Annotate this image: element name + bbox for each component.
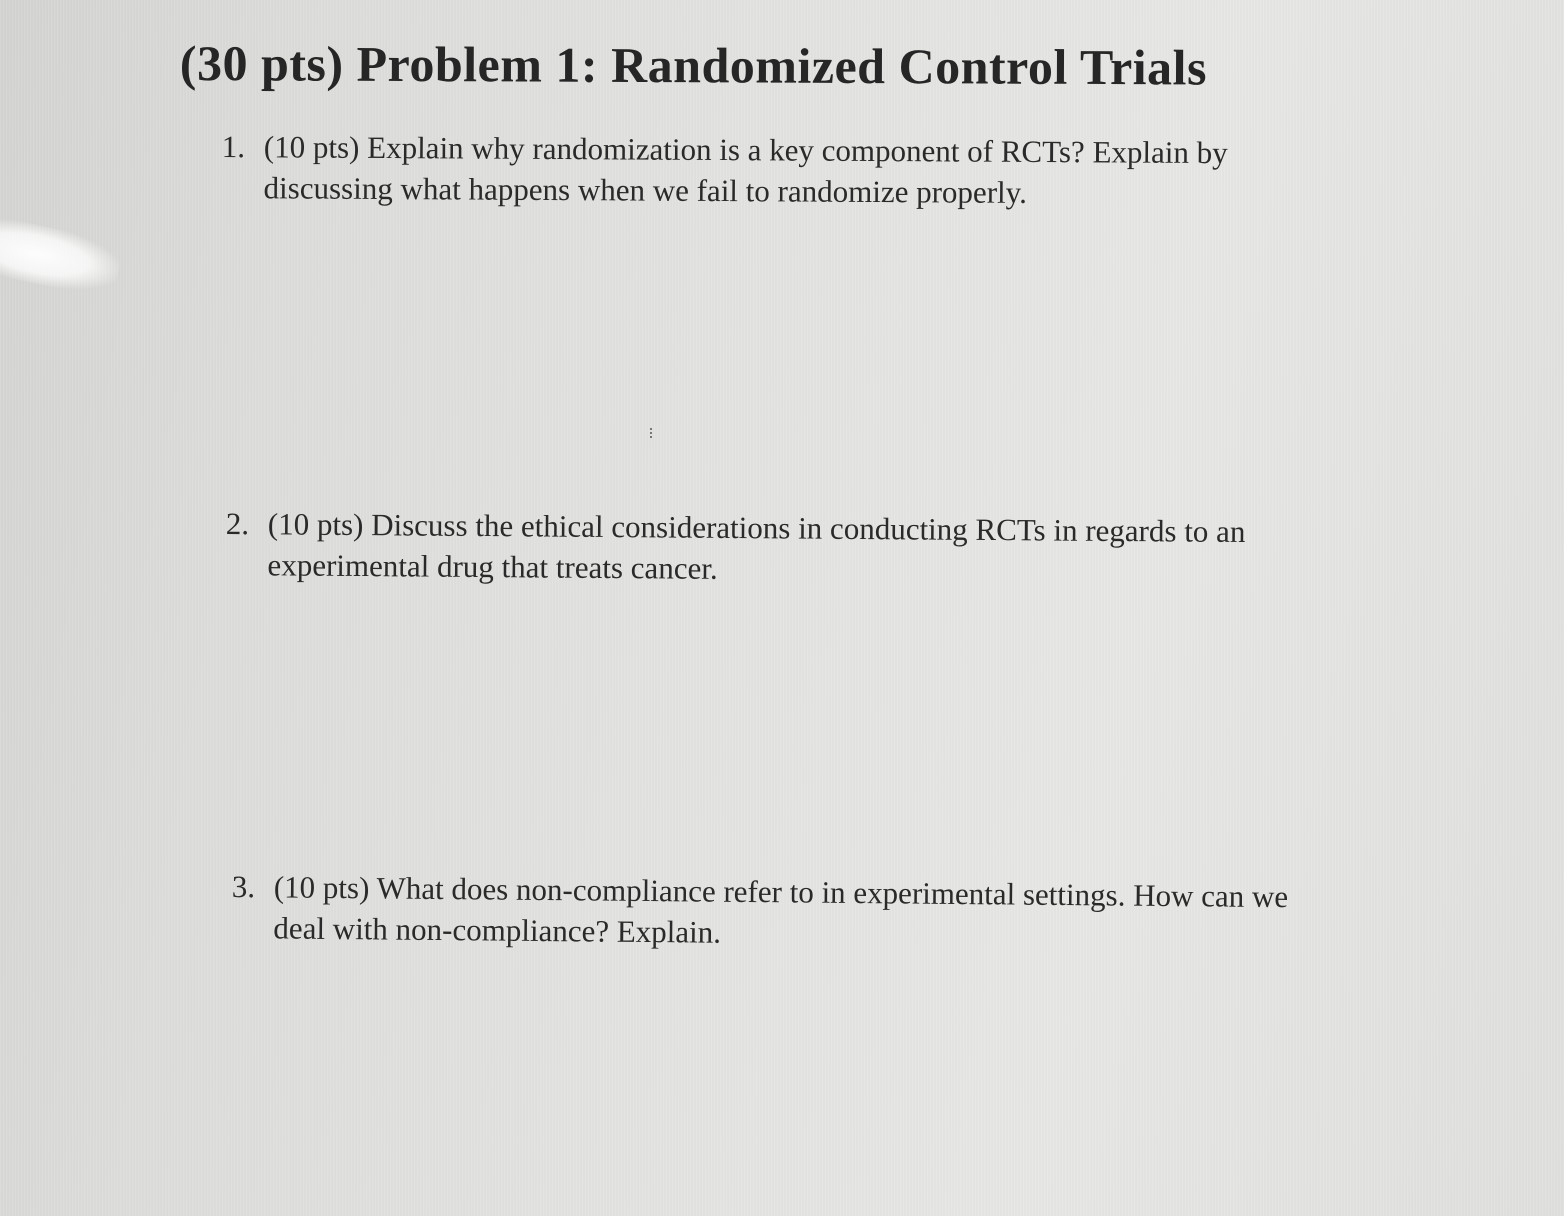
- paper-speck: [650, 428, 655, 438]
- question-1: [221, 126, 1341, 215]
- question-number: 3.: [231, 868, 256, 905]
- question-number: 1.: [221, 128, 246, 165]
- question-2: [225, 503, 1326, 594]
- question-number: 2.: [225, 505, 250, 542]
- question-text: (10 pts) Discuss the ethical considerations in conducting RCTs in regards to an experimental drug that treats cancer.: [267, 506, 1246, 586]
- question-text: (10 pts) What does non-compliance refer to in experimental settings. How can we deal with non-compliance? Explain.: [273, 869, 1289, 950]
- question-3: [231, 866, 1322, 958]
- question-text: (10 pts) Explain why randomization is a key component of RCTs? Explain by discussing what happens when we fail to randomize properly.: [263, 129, 1228, 210]
- problem-title: (30 pts) Problem 1: Randomized Control Trials: [179, 34, 1208, 96]
